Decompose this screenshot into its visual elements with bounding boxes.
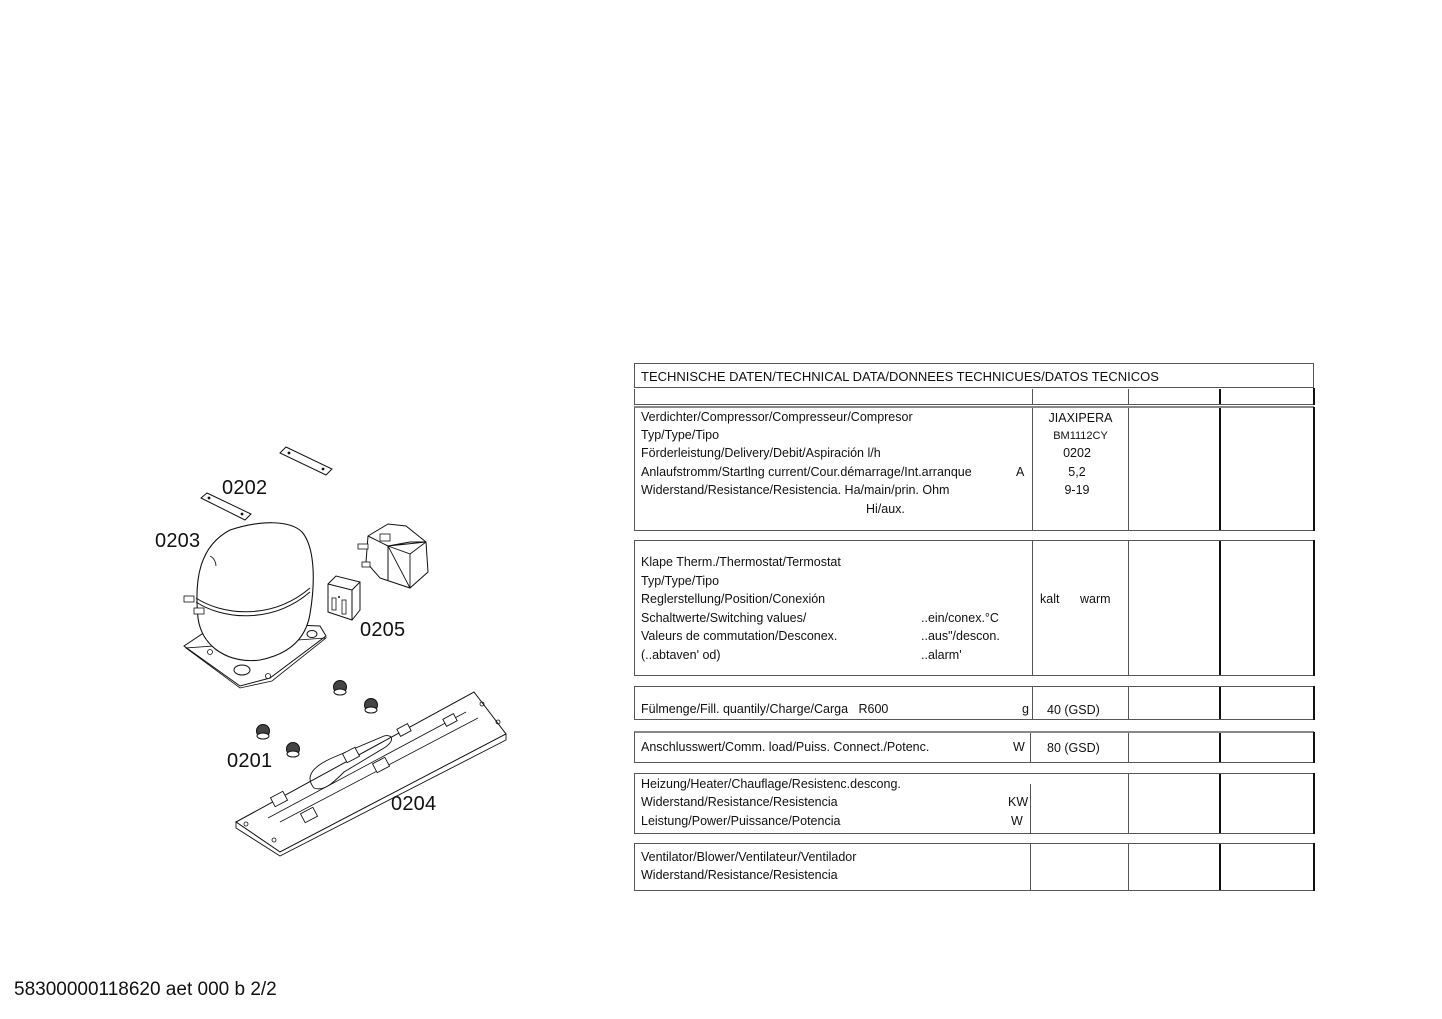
defrost-label: (..abtaven' od) <box>641 648 721 662</box>
starting-current-unit: A <box>1016 465 1025 479</box>
kalt-value: kalt <box>1040 592 1060 606</box>
callout-0204: 0204 <box>391 793 437 815</box>
commutation-label: Valeurs de commutation/Desconex. <box>641 629 838 643</box>
switching-off-label: ..aus"/descon. <box>921 629 1000 643</box>
base-plate-icon <box>234 690 510 856</box>
callout-0201: 0201 <box>227 750 273 772</box>
table-header-row <box>634 389 1314 405</box>
blower-label: Ventilator/Blower/Ventilateur/Ventilador <box>641 850 857 864</box>
thermostat-section <box>634 540 1314 676</box>
type-value: BM1112CY <box>1053 430 1108 442</box>
heater-label: Heizung/Heater/Chauflage/Resistenc.descong. <box>641 777 901 791</box>
document-id: 58300000118620 aet 000 b 2/2 <box>14 979 277 1000</box>
connected-load-unit: W <box>1013 740 1025 754</box>
callout-0203: 0203 <box>155 530 201 552</box>
heater-power-label: Leistung/Power/Puissance/Potencia <box>641 814 841 828</box>
compressor-icon <box>180 518 330 690</box>
alarm-label: ..alarm' <box>921 648 962 662</box>
starting-current-value: 5,2 <box>1068 465 1086 479</box>
blower-resistance-label: Widerstand/Resistance/Resistencia <box>641 868 838 882</box>
heater-resistance-label: Widerstand/Resistance/Resistencia <box>641 795 838 809</box>
table-title-row <box>634 363 1314 388</box>
fill-quantity-section <box>634 686 1314 720</box>
terminal-cover-icon <box>354 520 434 592</box>
compressor-section <box>634 406 1314 531</box>
delivery-label: Förderleistung/Delivery/Debit/Aspiración l/h <box>641 446 881 460</box>
delivery-value: 0202 <box>1063 446 1091 460</box>
heater-power-unit: W <box>1011 814 1023 828</box>
switching-on-label: ..ein/conex.°C <box>921 611 999 625</box>
warm-value: warm <box>1080 592 1111 606</box>
resistance-label: Widerstand/Resistance/Resistencia. Ha/main/prin. Ohm <box>641 483 950 497</box>
fill-quantity-value: 40 (GSD) <box>1047 703 1100 717</box>
fill-quantity-unit: g <box>1022 702 1029 716</box>
compressor-label: Verdichter/Compressor/Compresseur/Compresor <box>641 410 913 424</box>
thermostat-label: Klape Therm./Thermostat/Termostat <box>641 555 841 569</box>
resistance-aux-label: Hi/aux. <box>866 502 905 516</box>
position-label: Reglerstellung/Position/Conexión <box>641 592 826 606</box>
fill-quantity-label: Fülmenge/Fill. quantily/Charge/Carga R600 <box>641 702 889 716</box>
heater-resistance-unit: KW <box>1008 795 1029 809</box>
starting-current-label: Anlaufstromm/Startlng current/Cour.démarrage/Int.arranque <box>641 465 972 479</box>
blower-section <box>634 843 1314 891</box>
connected-load-value: 80 (GSD) <box>1047 741 1100 755</box>
thermostat-type-label: Typ/Type/Tipo <box>641 574 720 588</box>
type-label: Typ/Type/Tipo <box>641 428 720 442</box>
mounting-strip-icon <box>278 445 338 477</box>
connected-load-section <box>634 731 1314 763</box>
callout-0202: 0202 <box>222 477 268 499</box>
callout-0205: 0205 <box>360 619 406 641</box>
resistance-value: 9-19 <box>1064 483 1090 497</box>
connected-load-label: Anschlusswert/Comm. load/Puiss. Connect./Potenc. <box>641 740 930 754</box>
table-title: TECHNISCHE DATEN/TECHNICAL DATA/DONNEES TECHNICUES/DATOS TECNICOS <box>641 369 1159 384</box>
switching-values-label: Schaltwerte/Switching values/ <box>641 611 807 625</box>
heater-section <box>634 773 1314 834</box>
compressor-value: JIAXIPERA <box>1048 411 1113 425</box>
